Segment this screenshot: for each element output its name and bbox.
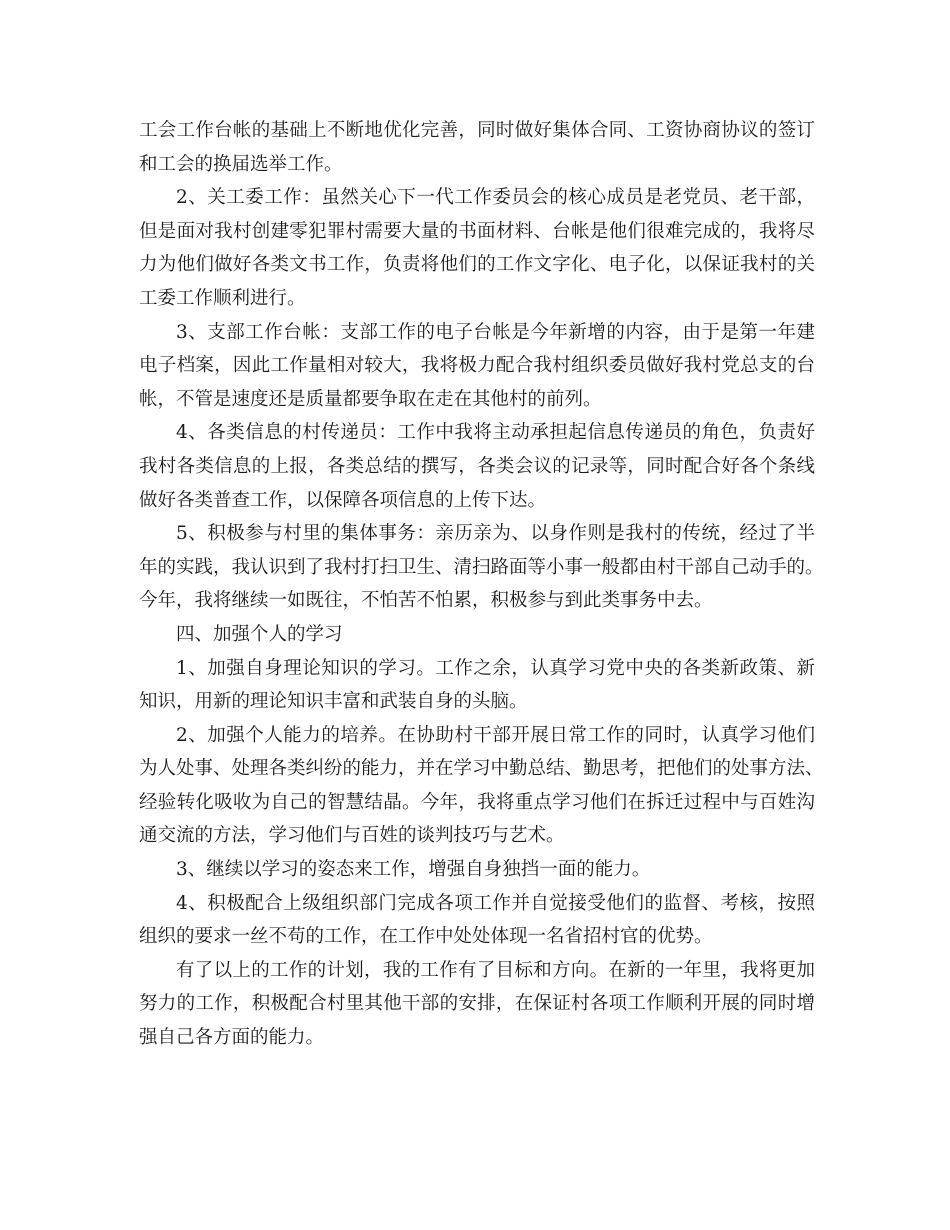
text-line: 年的实践，我认识到了我村打扫卫生、清扫路面等小事一般都由村干部自己动手的。: [139, 556, 824, 578]
document-body: [139, 114, 824, 1055]
text-line: 3、支部工作台帐：支部工作的电子台帐是今年新增的内容，由于是第一年建: [176, 321, 815, 343]
text-line: 电子档案，因此工作量相对较大，我将极力配合我村组织委员做好我村党总支的台: [139, 355, 815, 377]
text-line: 组织的要求一丝不苟的工作，在工作中处处体现一名省招村官的优势。: [139, 926, 713, 948]
text-line: 工委工作顺利进行。: [139, 287, 306, 309]
text-line: 经验转化吸收为自己的智慧结晶。今年，我将重点学习他们在拆迁过程中与百姓沟: [139, 791, 815, 813]
text-line: 但是面对我村创建零犯罪村需要大量的书面材料、台帐是他们很难完成的，我将尽: [139, 220, 815, 242]
text-line: 通交流的方法，学习他们与百姓的谈判技巧与艺术。: [139, 825, 565, 847]
text-line: 力为他们做好各类文书工作，负责将他们的工作文字化、电子化，以保证我村的关: [139, 254, 815, 276]
text-line: 4、各类信息的村传递员：工作中我将主动承担起信息传递员的角色，负责好: [176, 422, 815, 444]
text-line: 3、继续以学习的姿态来工作，增强自身独挡一面的能力。: [176, 859, 651, 881]
text-line: 4、积极配合上级组织部门完成各项工作并自觉接受他们的监督、考核，按照: [176, 892, 815, 914]
text-line: 2、加强个人能力的培养。在协助村干部开展日常工作的同时，认真学习他们: [176, 724, 815, 746]
text-line: 工会工作台帐的基础上不断地优化完善，同时做好集体合同、工资协商协议的签订: [139, 120, 815, 141]
text-line: 1、加强自身理论知识的学习。工作之余，认真学习党中央的各类新政策、新: [176, 657, 815, 679]
text-line: 有了以上的工作的计划，我的工作有了目标和方向。在新的一年里，我将更加: [176, 959, 815, 981]
text-line: 帐，不管是速度还是质量都要争取在走在其他村的前列。: [139, 388, 602, 410]
text-line: 和工会的换届选举工作。: [139, 153, 343, 175]
text-line: 为人处事、处理各类纠纷的能力，并在学习中勤总结、勤思考，把他们的处事方法、: [139, 758, 824, 780]
text-line: 5、积极参与村里的集体事务：亲历亲为、以身作则是我村的传统，经过了半: [176, 523, 815, 545]
text-line: 努力的工作，积极配合村里其他干部的安排，在保证村各项工作顺利开展的同时增: [139, 993, 815, 1015]
text-line: 知识，用新的理论知识丰富和武装自身的头脑。: [139, 691, 528, 713]
text-line: 四、加强个人的学习: [176, 623, 343, 645]
text-line: 我村各类信息的上报，各类总结的撰写，各类会议的记录等，同时配合好各个条线: [139, 455, 815, 477]
text-line: 强自己各方面的能力。: [139, 1027, 325, 1049]
text-line: 做好各类普查工作，以保障各项信息的上传下达。: [139, 489, 547, 511]
text-line: 2、关工委工作：虽然关心下一代工作委员会的核心成员是老党员、老干部，: [176, 187, 815, 209]
text-line: 今年，我将继续一如既往，不怕苦不怕累，积极参与到此类事务中去。: [139, 590, 713, 612]
